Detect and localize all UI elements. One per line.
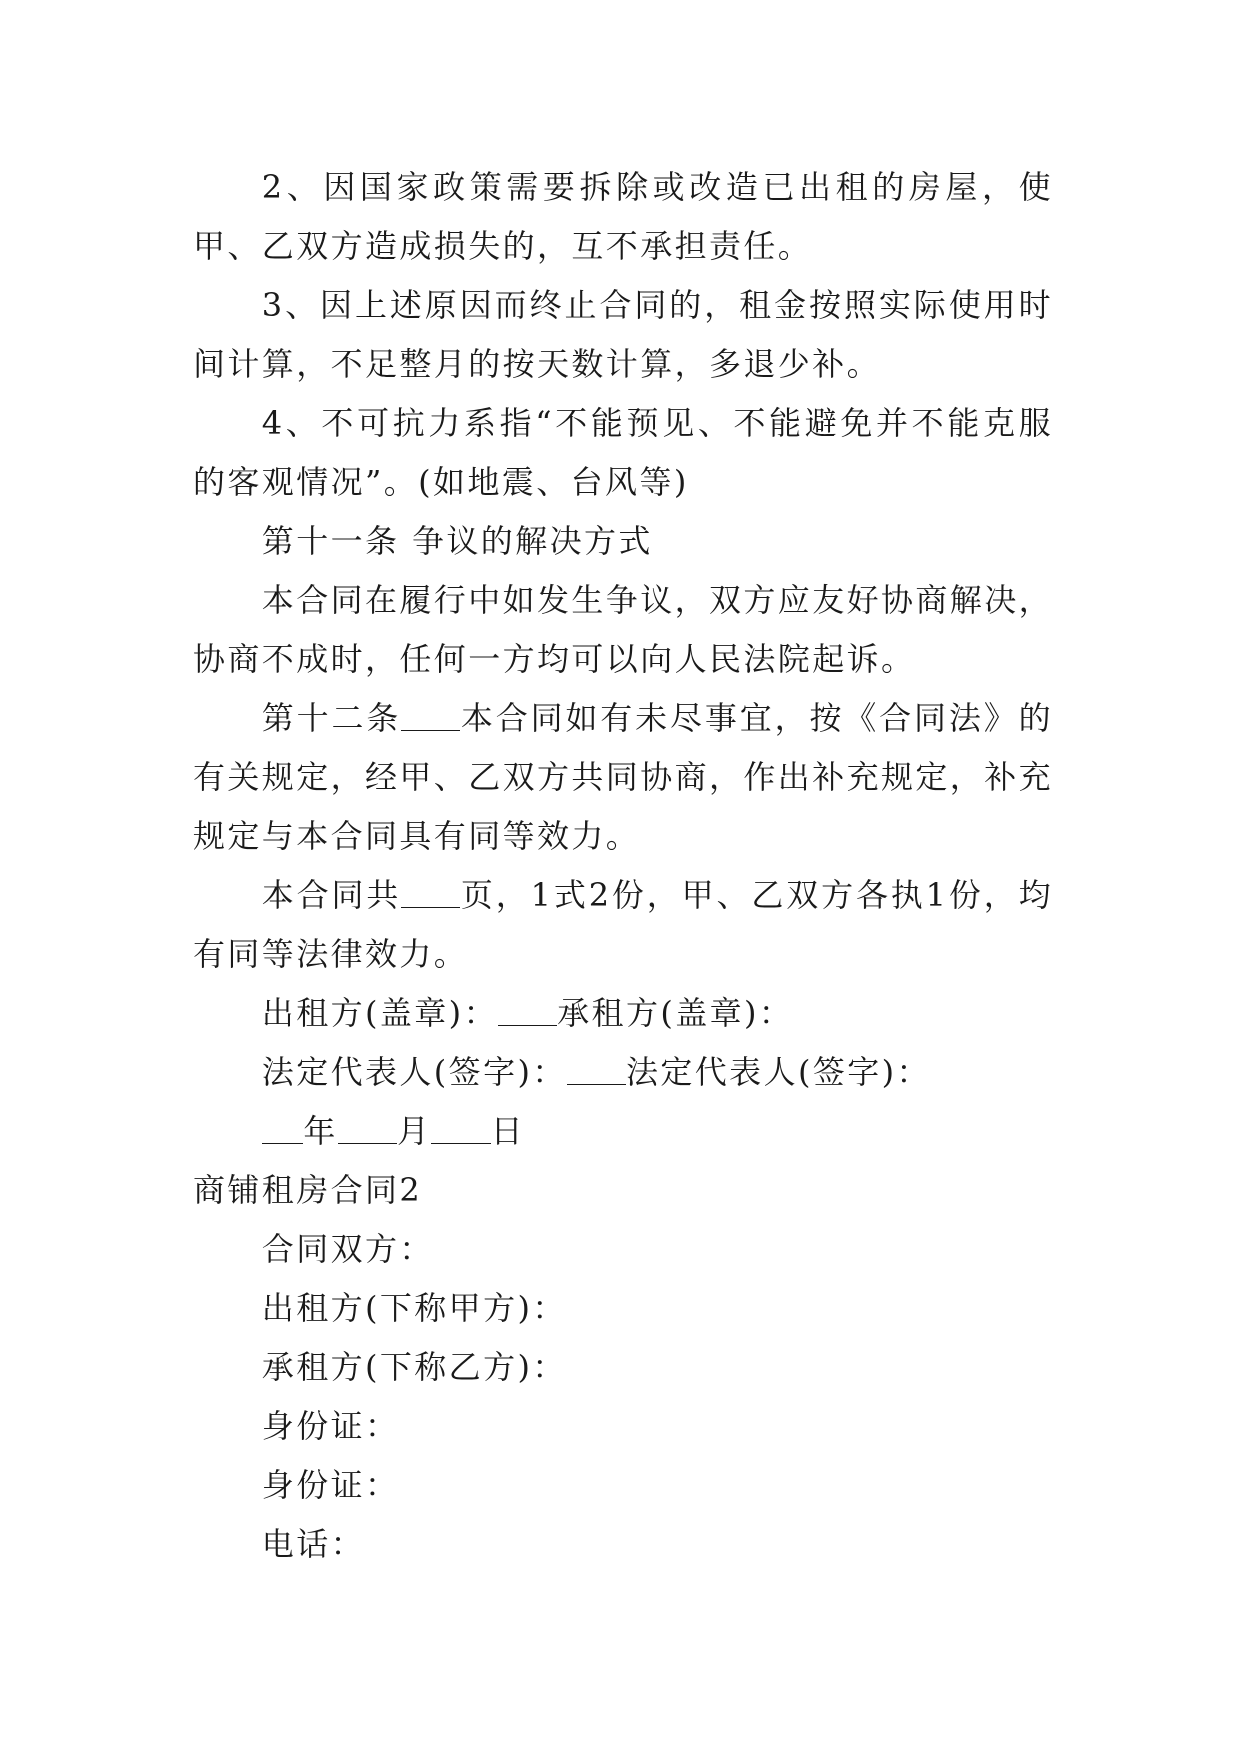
lessor-field: 出租方(下称甲方)： [261,1289,567,1327]
copies-prefix: 本合同共 [261,876,402,914]
clause-3-paragraph: 3、因上述原因而终止合同的，租金按照实际使用时间计算，不足整月的按天数计算，多退少补。 [193,286,1053,383]
clause-2-paragraph: 2、因国家政策需要拆除或改造已出租的房屋，使甲、乙双方造成损失的，互不承担责任。 [193,168,1053,265]
month-label: 月 [396,1112,432,1150]
year-blank [262,1112,304,1143]
lessee-seal-label: 承租方(盖章)： [557,994,794,1032]
id-card-field: 身份证： [261,1407,400,1445]
article-11-heading: 第十一条 争议的解决方式 [261,522,653,560]
lessor-rep-label: 法定代表人(签字)： [261,1053,567,1091]
dispute-resolution-paragraph: 本合同在履行中如发生争议，双方应友好协商解决，协商不成时，任何一方均可以向人民法院起诉。 [193,581,1053,678]
lessee-field: 承租方(下称乙方)： [261,1348,567,1386]
copies-text: 页，1式2份，甲、乙双方各执1份，均有同等法律效力。 [193,876,1054,973]
seal-line [193,984,1053,1043]
phone-field: 电话： [261,1525,365,1563]
blank-line [567,1053,626,1084]
id-card-field: 身份证： [261,1466,400,1504]
contract-parties-field: 合同双方： [261,1230,434,1268]
copies-paragraph [193,866,1053,984]
article-12-prefix: 第十二条 [261,699,402,737]
section-title: 商铺租房合同2 [193,1171,423,1209]
year-label: 年 [303,1112,338,1150]
signature-line [193,1043,1053,1102]
page-count-blank [401,876,460,907]
document-body [193,158,1053,1574]
day-blank [431,1112,490,1143]
day-label: 日 [490,1112,525,1150]
article-12-paragraph [193,689,1053,866]
blank-line [401,699,460,730]
date-line [193,1102,1053,1161]
clause-4-paragraph: 4、不可抗力系指“不能预见、不能避免并不能克服的客观情况”。(如地震、台风等) [193,404,1053,501]
lessor-seal-label: 出租方(盖章)： [261,994,498,1032]
article-12-text: 本合同如有未尽事宜，按《合同法》的有关规定，经甲、乙双方共同协商，作出补充规定，补充规定与本合同具有同等效力。 [193,699,1054,855]
lessee-rep-label: 法定代表人(签字)： [625,1053,931,1091]
month-blank [338,1112,397,1143]
blank-line [498,994,557,1025]
